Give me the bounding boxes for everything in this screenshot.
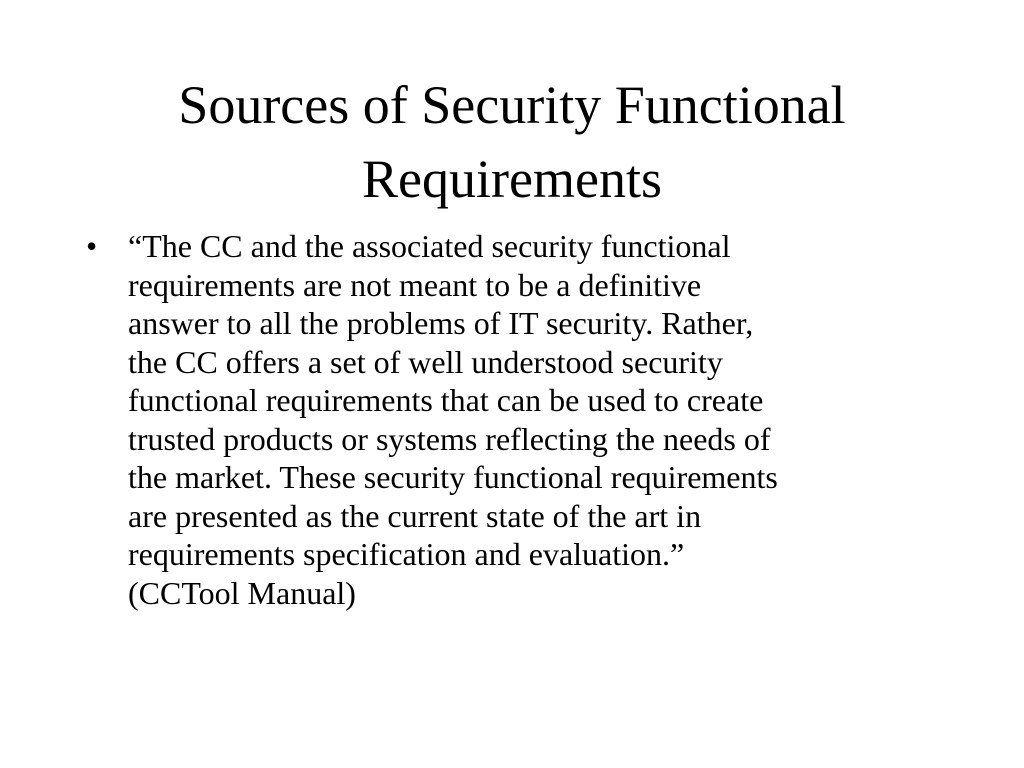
slide-title	[80, 68, 944, 216]
bullet-citation: (CCTool Manual)	[128, 574, 356, 611]
bullet-text-line: the market. These security functional requirements	[128, 459, 778, 495]
title-line-1: Sources of Security Functional	[178, 75, 846, 135]
bullet-text-line: are presented as the current state of the art in	[128, 497, 702, 534]
bullet-text-line: requirements specification and evaluation.”	[128, 536, 685, 572]
bullet-text-line: requirements are not meant to be a definitive	[128, 266, 702, 303]
bullet-text-line: the CC offers a set of well understood security	[128, 343, 723, 380]
bullet-marker: •	[86, 228, 98, 264]
bullet-text-line: functional requirements that can be used to create	[128, 382, 764, 418]
bullet-item-quote	[86, 227, 948, 612]
bullet-text-line: trusted products or systems reflecting the needs of	[128, 420, 771, 457]
title-line-2: Requirements	[362, 149, 662, 209]
bullet-list	[86, 227, 948, 612]
bullet-text-line: answer to all the problems of IT security. Rather,	[128, 305, 754, 341]
bullet-text-line: “The CC and the associated security functional	[128, 228, 731, 264]
